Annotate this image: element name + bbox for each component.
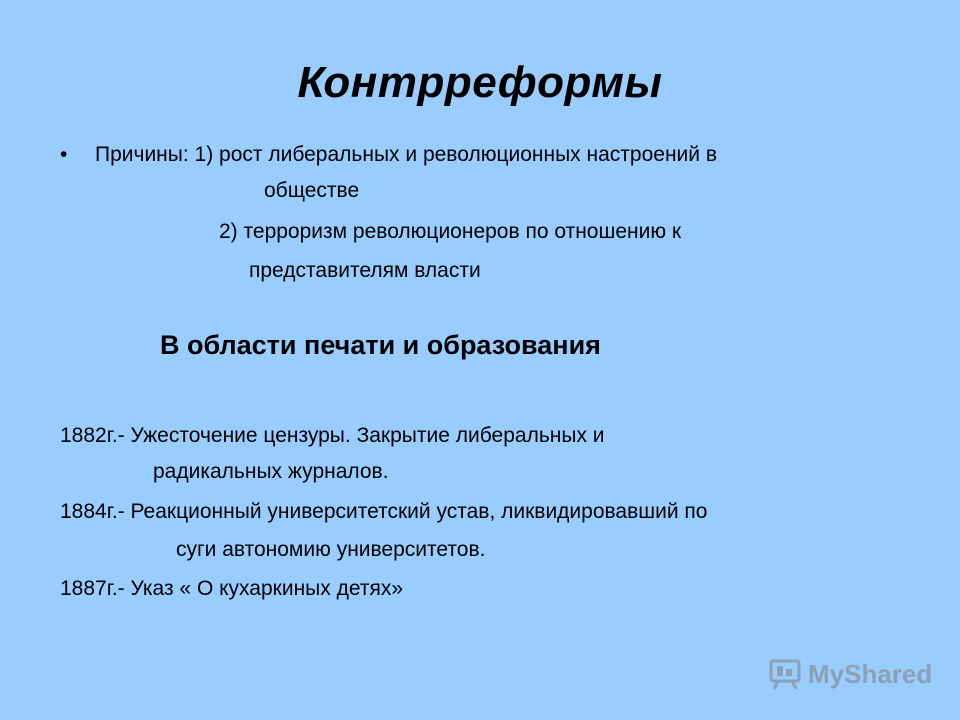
event-1887-line-1: 1887г.- Указ « О кухаркиных детях» bbox=[60, 577, 404, 600]
event-1882-line-1: 1882г.- Ужесточение цензуры. Закрытие либеральных и bbox=[60, 424, 605, 447]
bullet-icon: • bbox=[60, 143, 68, 166]
slide-title: Контрреформы bbox=[297, 58, 663, 107]
presentation-board-icon bbox=[768, 658, 802, 690]
causes-line-3: 2) терроризм революционеров по отношению к bbox=[219, 220, 682, 243]
watermark bbox=[768, 654, 932, 694]
event-1884-line-2: суги автономию университетов. bbox=[176, 538, 486, 561]
causes-line-2: обществе bbox=[264, 179, 360, 202]
section-heading: В области печати и образования bbox=[160, 330, 601, 360]
event-1884-line-1: 1884г.- Реакционный университетский устав, ликвидировавший по bbox=[60, 500, 708, 523]
causes-line-4: представителям власти bbox=[249, 259, 481, 282]
causes-line-1: Причины: 1) рост либеральных и революционных настроений в bbox=[95, 143, 717, 166]
watermark-text: MyShared bbox=[808, 658, 933, 689]
event-1882-line-2: радикальных журналов. bbox=[153, 460, 389, 483]
